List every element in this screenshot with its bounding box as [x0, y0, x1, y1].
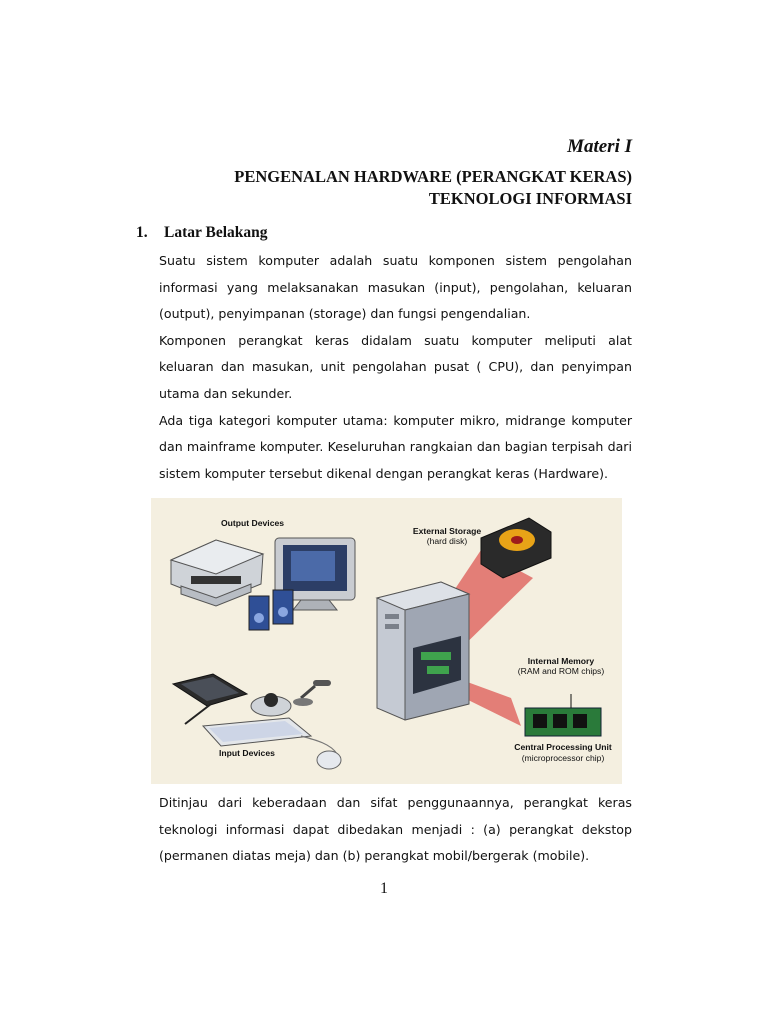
paragraph: Komponen perangkat keras didalam suatu komputer meliputi alat keluaran dan masukan, unit pengolahan pusat ( CPU), dan penyimpan utama dan sekunder.: [159, 332, 632, 401]
body-text-bottom: [159, 790, 632, 870]
mouse-icon: [301, 736, 341, 769]
tablet-icon: [173, 674, 247, 724]
material-label: Materi I: [567, 136, 632, 157]
section-title: Latar Belakang: [164, 224, 268, 241]
label-input-devices: Input Devices: [219, 748, 275, 758]
section-heading: [136, 224, 268, 242]
paragraph: Ada tiga kategori komputer utama: komputer mikro, midrange komputer dan mainframe komputer. Keseluruhan rangkaian dan bagian terpisah dari sistem komputer tersebut dikenal dengan perangkat keras (Hardware).: [159, 412, 632, 481]
hardware-figure: [151, 498, 622, 784]
page-title: [234, 166, 632, 210]
title-line-2: TEKNOLOGI INFORMASI: [428, 189, 632, 208]
microphone-icon: [293, 680, 331, 706]
label-internal-memory: Internal Memory: [527, 656, 595, 666]
label-cpu-sub: (microprocessor chip): [521, 753, 605, 763]
paragraph: Ditinjau dari keberadaan dan sifat penggunaannya, perangkat keras teknologi informasi dapat dibedakan menjadi : (a) perangkat dekstop (permanen diatas meja) dan (b) perangkat mobil/bergerak (mobile).: [159, 795, 632, 864]
page-number: 1: [380, 880, 388, 897]
title-line-1: PENGENALAN HARDWARE (PERANGKAT KERAS): [234, 167, 632, 186]
hard-disk-icon: [481, 518, 551, 578]
label-output-devices: Output Devices: [221, 518, 285, 528]
section-number: 1.: [136, 224, 148, 241]
body-text-top: [159, 248, 632, 487]
paragraph: Suatu sistem komputer adalah suatu komponen sistem pengolahan informasi yang melaksanakan masukan (input), pengolahan, keluaran (output), penyimpanan (storage) dan fungsi pengendalian.: [159, 253, 632, 322]
label-internal-memory-sub: (RAM and ROM chips): [517, 666, 605, 676]
label-external-storage-sub: (hard disk): [426, 536, 468, 546]
speakers-icon: [249, 590, 293, 630]
keyboard-icon: [203, 718, 311, 746]
label-cpu: Central Processing Unit: [514, 742, 612, 752]
trackball-icon: [251, 693, 291, 716]
label-external-storage: External Storage: [412, 526, 482, 536]
computer-tower-icon: [377, 582, 469, 720]
memory-chip-icon: [525, 694, 601, 736]
